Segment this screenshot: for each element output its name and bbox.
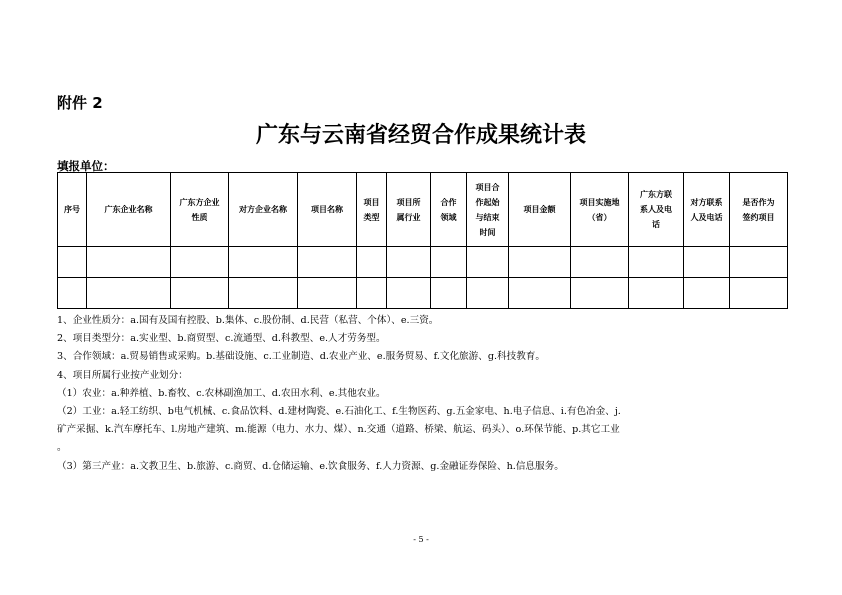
column-header xyxy=(357,173,387,247)
table-cell[interactable] xyxy=(571,247,629,278)
table-cell[interactable] xyxy=(509,278,571,309)
table-cell[interactable] xyxy=(58,278,87,309)
table-cell[interactable] xyxy=(229,278,298,309)
reporting-unit-label: 填报单位： xyxy=(57,159,115,173)
page-number: - 5 - xyxy=(413,535,429,544)
column-header-line: 属行业 xyxy=(396,212,421,222)
table-cell[interactable] xyxy=(387,278,431,309)
note-line: 4、项目所属行业按产业划分： xyxy=(57,369,188,381)
table-row xyxy=(58,278,788,309)
column-header xyxy=(58,173,87,247)
column-header xyxy=(171,173,229,247)
note-line: （3）第三产业：a.文教卫生、b.旅游、c.商贸、d.仓储运输、e.饮食服务、f.人力资源、g.金融证券保险、h.信息服务。 xyxy=(57,460,564,472)
table-cell[interactable] xyxy=(431,278,467,309)
column-header xyxy=(229,173,298,247)
table-cell[interactable] xyxy=(684,247,730,278)
column-header-line: 广东方联 xyxy=(640,190,672,199)
column-header xyxy=(387,173,431,247)
table-cell[interactable] xyxy=(298,247,357,278)
column-header xyxy=(431,173,467,247)
table-cell[interactable] xyxy=(87,278,171,309)
column-header-line: 话 xyxy=(652,220,660,229)
table-cell[interactable] xyxy=(357,278,387,309)
note-line: 2、项目类型分：a.实业型、b.商贸型、c.流通型、d.科教型、e.人才劳务型。 xyxy=(57,333,386,345)
table-cell[interactable] xyxy=(509,247,571,278)
column-header xyxy=(571,173,629,247)
statistics-table xyxy=(57,172,788,309)
column-header-line: 作起始 xyxy=(475,197,500,207)
table-cell[interactable] xyxy=(58,247,87,278)
column-header xyxy=(87,173,171,247)
note-line: （2）工业：a.轻工纺织、b电气机械、c.食品饮料、d.建材陶瓷、e.石油化工、f.生物医药、g.五金家电、h.电子信息、i.有色冶金、j. xyxy=(57,405,621,417)
table-cell[interactable] xyxy=(431,247,467,278)
column-header-line: 对方联系 xyxy=(690,197,723,207)
column-header-line: 项目名称 xyxy=(311,205,343,214)
table-cell[interactable] xyxy=(357,247,387,278)
column-header-line: 签约项目 xyxy=(742,212,775,222)
column-header-line: 是否作为 xyxy=(742,197,775,207)
table-row xyxy=(58,247,788,278)
column-header-line: 项目金额 xyxy=(523,205,556,214)
table-cell[interactable] xyxy=(730,247,788,278)
table-cell[interactable] xyxy=(171,247,229,278)
column-header-line: 广东企业名称 xyxy=(104,205,153,214)
column-header xyxy=(684,173,730,247)
column-header-line: 性质 xyxy=(191,212,208,222)
table-cell[interactable] xyxy=(298,278,357,309)
table-cell[interactable] xyxy=(730,278,788,309)
table-cell[interactable] xyxy=(467,247,509,278)
note-line: 1、企业性质分：a.国有及国有控股、b.集体、c.股份制、d.民营（私营、个体）、e.三资。 xyxy=(57,315,439,326)
column-header-line: 序号 xyxy=(64,205,80,214)
note-line: （1）农业：a.种养植、b.畜牧、c.农林副渔加工、d.农田水利、e.其他农业。 xyxy=(57,387,386,399)
page-title: 广东与云南省经贸合作成果统计表 xyxy=(255,123,586,148)
note-line: 矿产采掘、k.汽车摩托车、l.房地产建筑、m.能源（电力、水力、煤）、n.交通（道路、桥梁、航运、码头）、o.环保节能、p.其它工业 xyxy=(57,424,620,436)
table-cell[interactable] xyxy=(387,247,431,278)
column-header xyxy=(730,173,788,247)
column-header-line: 项目所 xyxy=(396,197,421,207)
column-header-line: 项目 xyxy=(363,197,380,207)
column-header-line: 系人及电 xyxy=(640,205,672,214)
note-line: 。 xyxy=(57,442,67,454)
table-cell[interactable] xyxy=(629,247,684,278)
table-cell[interactable] xyxy=(467,278,509,309)
column-header xyxy=(629,173,684,247)
column-header xyxy=(298,173,357,247)
table-header-row xyxy=(58,173,788,247)
note-line: 3、合作领域：a.贸易销售或采购。b.基础设施、c.工业制造、d.农业产业、e.服务贸易、f.文化旅游、g.科技教育。 xyxy=(57,351,545,363)
column-header-line: 合作 xyxy=(440,197,457,207)
column-header-line: （省） xyxy=(587,212,612,222)
table-cell[interactable] xyxy=(87,247,171,278)
table-cell[interactable] xyxy=(684,278,730,309)
table-cell[interactable] xyxy=(629,278,684,309)
column-header xyxy=(467,173,509,247)
column-header-line: 时间 xyxy=(479,227,496,237)
column-header-line: 人及电话 xyxy=(690,212,723,222)
column-header-line: 与结束 xyxy=(475,212,500,222)
notes-section xyxy=(57,312,787,476)
column-header-line: 广东方企业 xyxy=(179,197,220,207)
column-header-line: 领域 xyxy=(440,212,457,222)
column-header-line: 类型 xyxy=(363,212,380,222)
column-header xyxy=(509,173,571,247)
table-cell[interactable] xyxy=(171,278,229,309)
table-cell[interactable] xyxy=(571,278,629,309)
column-header-line: 项目实施地 xyxy=(579,197,620,207)
table-cell[interactable] xyxy=(229,247,298,278)
attachment-label: 附件 2 xyxy=(57,94,103,112)
column-header-line: 项目合 xyxy=(475,182,500,192)
column-header-line: 对方企业名称 xyxy=(239,205,287,214)
